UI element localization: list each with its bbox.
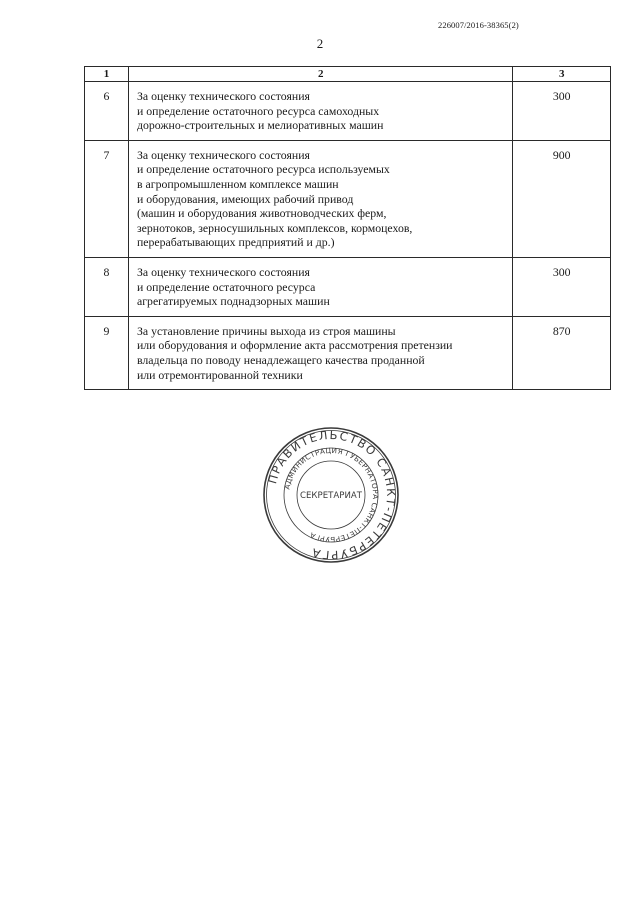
description-line: и оборудования, имеющих рабочий привод [136,191,354,206]
description-line: За оценку технического состояния [136,89,310,103]
description-line: в агропромышленном комплексе машин [136,176,339,191]
row-number: 9 [85,316,129,389]
table-row [85,140,611,257]
description-line: За оценку технического состояния [136,147,310,162]
row-price: 900 [513,140,611,257]
description-line: или отремонтированной техники [136,367,303,382]
description-line: или оборудования и оформление акта рассмотрения претензии [136,338,453,353]
table-row [85,316,611,389]
column-header-3: 3 [513,67,611,82]
description-line: и определение остаточного ресурса самоходных [136,103,380,118]
description-line: агрегатируемых поднадзорных машин [136,294,330,309]
description-line: перерабатывающих предприятий и др.) [136,235,335,250]
column-header-1: 1 [85,67,129,82]
secretariat-stamp [262,426,400,564]
row-number: 7 [85,140,129,257]
stamp-center-text: СЕКРЕТАРИАТ [299,491,363,501]
row-number: 8 [85,257,129,316]
description-line: За установление причины выхода из строя машины [136,323,396,338]
row-number: 6 [85,82,129,141]
row-description [128,316,512,389]
document-id: 226007/2016-38365(2) [438,20,519,30]
stamp-inner-text: АДМИНИСТРАЦИЯ ГУБЕРНАТОРА САНКТ-ПЕТЕРБУРГА [282,445,381,545]
row-description [128,140,512,257]
row-price: 870 [513,316,611,389]
description-line: владельца по поводу ненадлежащего качества проданной [136,352,425,367]
stamp-seal-icon [262,426,400,564]
table-header-row [85,67,611,82]
row-description [128,82,512,141]
description-line: (машин и оборудования животноводческих ферм, [136,206,387,221]
description-line: зернотоков, зерносушильных комплексов, кормоцехов, [136,220,413,235]
row-price: 300 [513,257,611,316]
column-header-2: 2 [128,67,512,82]
description-line: За оценку технического состояния [136,264,310,279]
fee-table [84,66,611,390]
page-number: 2 [316,36,324,51]
stamp-outer-text: ПРАВИТЕЛЬСТВО САНКТ-ПЕТЕРБУРГА [265,427,399,563]
row-description [128,257,512,316]
table-row [85,257,611,316]
description-line: и определение остаточного ресурса используемых [136,162,390,177]
row-price: 300 [513,82,611,141]
description-line: дорожно-строительных и мелиоративных машин [136,118,384,133]
description-line: и определение остаточного ресурса [136,279,316,294]
table-row [85,82,611,141]
